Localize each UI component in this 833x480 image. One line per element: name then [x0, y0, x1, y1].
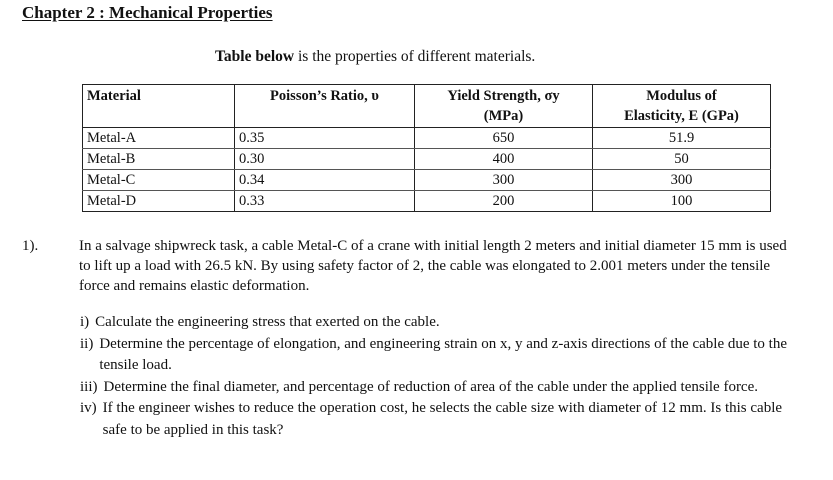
cell-modulus: 50: [593, 149, 771, 170]
table-row: [83, 128, 771, 149]
question-number: 1).: [22, 238, 39, 254]
question-text: In a salvage shipwreck task, a cable Metal-C of a crane with initial length 2 meters and initial diameter 15 mm is used to lift up a load with 26.5 kN. By using safety factor of 2, the cable was elongated to 2.001 meters under the tensile force and remains elastic deformation.: [79, 238, 787, 294]
chapter-title: Chapter 2 : Mechanical Properties: [22, 3, 273, 22]
subpart-item: [80, 398, 790, 441]
header-modulus-line2: Elasticity, E (GPa): [624, 108, 739, 124]
table-row: [83, 149, 771, 170]
cell-material: Metal-D: [83, 191, 235, 212]
cell-poisson: 0.30: [235, 149, 415, 170]
cell-material: Metal-B: [83, 149, 235, 170]
subpart-item: [80, 377, 790, 399]
table-header-row: [83, 85, 771, 128]
cell-modulus: 51.9: [593, 128, 771, 149]
subpart-item: [80, 334, 790, 377]
header-poisson: Poisson’s Ratio, υ: [235, 85, 415, 128]
cell-poisson: 0.34: [235, 170, 415, 191]
subpart-label: iv): [80, 400, 97, 416]
header-yield-line2: (MPa): [483, 108, 524, 124]
table-row: [83, 170, 771, 191]
question-subparts: [80, 312, 790, 441]
cell-yield: 200: [415, 191, 593, 212]
cell-yield: 400: [415, 149, 593, 170]
header-yield: [415, 85, 593, 128]
table-row: [83, 191, 771, 212]
header-yield-line1: Yield Strength, σy: [447, 88, 560, 104]
cell-poisson: 0.33: [235, 191, 415, 212]
cell-modulus: 100: [593, 191, 771, 212]
subpart-text: Determine the final diameter, and percentage of reduction of area of the cable under the applied tensile force.: [103, 378, 758, 395]
caption-bold: Table below: [215, 48, 295, 65]
header-modulus-line1: Modulus of: [646, 88, 717, 104]
table-caption: [215, 48, 535, 66]
subpart-item: [80, 312, 790, 334]
caption-rest: is the properties of different materials.: [294, 48, 536, 65]
cell-material: Metal-C: [83, 170, 235, 191]
properties-table: [82, 84, 771, 212]
cell-poisson: 0.35: [235, 128, 415, 149]
question-block: [22, 236, 812, 296]
header-modulus: [593, 85, 771, 128]
subpart-text: Calculate the engineering stress that exerted on the cable.: [95, 314, 440, 330]
subpart-label: ii): [80, 335, 94, 352]
cell-yield: 650: [415, 128, 593, 149]
subpart-label: iii): [80, 378, 98, 395]
cell-yield: 300: [415, 170, 593, 191]
subpart-text: Determine the percentage of elongation, and engineering strain on x, y and z-axis directions of the cable due to the tensile load.: [99, 335, 788, 373]
subpart-label: i): [80, 314, 90, 330]
cell-material: Metal-A: [83, 128, 235, 149]
header-material: Material: [83, 85, 235, 128]
cell-modulus: 300: [593, 170, 771, 191]
subpart-text: If the engineer wishes to reduce the operation cost, he selects the cable size with diameter of 12 mm. Is this cable safe to be applied in this task?: [102, 400, 783, 438]
